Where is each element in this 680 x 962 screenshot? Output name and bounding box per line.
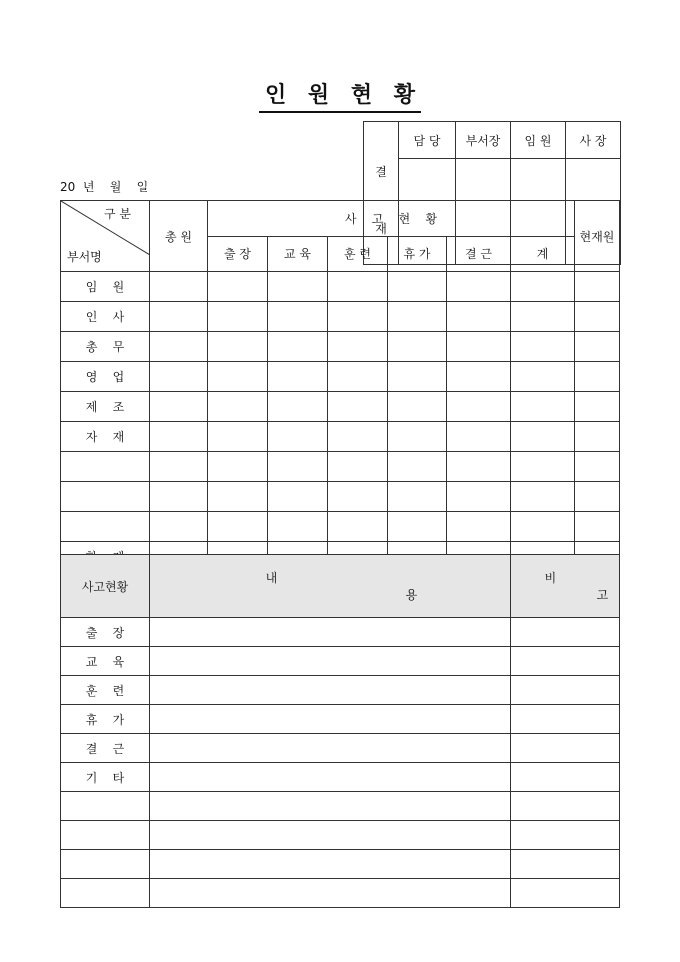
entry-cell[interactable] xyxy=(388,302,447,332)
content-header-left: 내 xyxy=(265,571,278,585)
department-label: 제 조 xyxy=(61,392,150,422)
title-text: 인 원 현 황 xyxy=(259,78,421,113)
entry-cell[interactable] xyxy=(511,482,575,512)
entry-cell[interactable] xyxy=(150,332,208,362)
detail-category-label: 기 타 xyxy=(61,763,150,792)
approval-label-bottom: 재 xyxy=(375,222,387,236)
document-title xyxy=(0,78,680,113)
entry-cell[interactable] xyxy=(511,452,575,482)
department-label: 총 무 xyxy=(61,332,150,362)
entry-cell[interactable] xyxy=(388,362,447,392)
table-row xyxy=(61,482,620,512)
entry-cell[interactable] xyxy=(208,512,268,542)
entry-cell[interactable] xyxy=(328,452,388,482)
remarks-cell[interactable] xyxy=(511,821,620,850)
entry-cell[interactable] xyxy=(328,512,388,542)
entry-cell[interactable] xyxy=(208,392,268,422)
entry-cell[interactable] xyxy=(268,362,328,392)
entry-cell[interactable] xyxy=(388,512,447,542)
entry-cell[interactable] xyxy=(447,362,511,392)
entry-cell[interactable] xyxy=(328,362,388,392)
department-label xyxy=(61,512,150,542)
detail-category-label: 휴 가 xyxy=(61,705,150,734)
entry-cell[interactable] xyxy=(328,332,388,362)
absence-col-header: 훈 련 xyxy=(328,236,388,272)
remarks-header-right: 고 xyxy=(596,588,609,602)
details-table xyxy=(60,554,620,908)
entry-cell[interactable] xyxy=(328,482,388,512)
entry-cell[interactable] xyxy=(208,302,268,332)
detail-category-label: 출 장 xyxy=(61,618,150,647)
detail-category-label xyxy=(61,850,150,879)
entry-cell[interactable] xyxy=(150,362,208,392)
entry-cell[interactable] xyxy=(511,512,575,542)
entry-cell[interactable] xyxy=(447,392,511,422)
detail-row xyxy=(61,618,620,647)
detail-row xyxy=(61,705,620,734)
table-row xyxy=(61,452,620,482)
details-remarks-header xyxy=(511,555,620,618)
department-label: 인 사 xyxy=(61,302,150,332)
content-cell[interactable] xyxy=(150,821,511,850)
approval-role-president: 사 장 xyxy=(566,122,621,159)
content-header-right: 용 xyxy=(405,588,418,602)
entry-cell[interactable] xyxy=(575,392,620,422)
absence-group-header: 사 고 현 황 xyxy=(208,201,575,237)
entry-cell[interactable] xyxy=(208,422,268,452)
entry-cell[interactable] xyxy=(150,272,208,302)
table-row xyxy=(61,332,620,362)
entry-cell[interactable] xyxy=(388,422,447,452)
content-cell[interactable] xyxy=(150,792,511,821)
approval-role-manager: 부서장 xyxy=(456,122,511,159)
department-label xyxy=(61,482,150,512)
detail-row xyxy=(61,763,620,792)
remarks-cell[interactable] xyxy=(511,734,620,763)
entry-cell[interactable] xyxy=(447,482,511,512)
remarks-cell[interactable] xyxy=(511,705,620,734)
detail-category-label: 교 육 xyxy=(61,647,150,676)
content-cell[interactable] xyxy=(150,763,511,792)
entry-cell[interactable] xyxy=(388,452,447,482)
detail-row xyxy=(61,647,620,676)
detail-row xyxy=(61,879,620,908)
category-top-label: 구 분 xyxy=(104,207,131,221)
details-category-header: 사고현황 xyxy=(61,555,150,618)
entry-cell[interactable] xyxy=(511,392,575,422)
table-row xyxy=(61,392,620,422)
content-cell[interactable] xyxy=(150,734,511,763)
entry-cell[interactable] xyxy=(575,452,620,482)
entry-cell[interactable] xyxy=(208,362,268,392)
content-cell[interactable] xyxy=(150,647,511,676)
content-cell[interactable] xyxy=(150,676,511,705)
entry-cell[interactable] xyxy=(268,332,328,362)
entry-cell[interactable] xyxy=(388,272,447,302)
entry-cell[interactable] xyxy=(447,302,511,332)
total-header: 총 원 xyxy=(150,201,208,272)
table-row xyxy=(61,422,620,452)
detail-category-label xyxy=(61,821,150,850)
detail-row xyxy=(61,792,620,821)
entry-cell[interactable] xyxy=(208,272,268,302)
detail-category-label xyxy=(61,792,150,821)
entry-cell[interactable] xyxy=(208,332,268,362)
remarks-cell[interactable] xyxy=(511,850,620,879)
entry-cell[interactable] xyxy=(328,302,388,332)
detail-row xyxy=(61,676,620,705)
remarks-header-left: 비 xyxy=(544,571,557,585)
absence-col-header: 출 장 xyxy=(208,236,268,272)
approval-role-staff: 담 당 xyxy=(399,122,456,159)
entry-cell[interactable] xyxy=(447,452,511,482)
remarks-cell[interactable] xyxy=(511,792,620,821)
entry-cell[interactable] xyxy=(575,362,620,392)
remarks-cell[interactable] xyxy=(511,647,620,676)
entry-cell[interactable] xyxy=(328,272,388,302)
absence-col-header: 결 근 xyxy=(447,236,511,272)
entry-cell[interactable] xyxy=(150,512,208,542)
entry-cell[interactable] xyxy=(575,272,620,302)
entry-cell[interactable] xyxy=(268,272,328,302)
entry-cell[interactable] xyxy=(150,452,208,482)
table-row xyxy=(61,302,620,332)
content-cell[interactable] xyxy=(150,879,511,908)
category-header xyxy=(61,201,150,272)
category-bottom-label: 부서명 xyxy=(67,250,102,264)
entry-cell[interactable] xyxy=(268,452,328,482)
detail-row xyxy=(61,850,620,879)
entry-cell[interactable] xyxy=(268,302,328,332)
entry-cell[interactable] xyxy=(208,452,268,482)
detail-category-label: 훈 련 xyxy=(61,676,150,705)
table-row xyxy=(61,272,620,302)
date-line: 20 년 월 일 xyxy=(60,180,149,194)
department-label: 자 재 xyxy=(61,422,150,452)
approval-label-top: 결 xyxy=(375,165,387,179)
entry-cell[interactable] xyxy=(268,482,328,512)
entry-cell[interactable] xyxy=(268,392,328,422)
entry-cell[interactable] xyxy=(208,482,268,512)
entry-cell[interactable] xyxy=(447,512,511,542)
detail-category-label xyxy=(61,879,150,908)
absence-col-header: 교 육 xyxy=(268,236,328,272)
detail-category-label: 결 근 xyxy=(61,734,150,763)
entry-cell[interactable] xyxy=(575,332,620,362)
entry-cell[interactable] xyxy=(447,422,511,452)
detail-row xyxy=(61,734,620,763)
entry-cell[interactable] xyxy=(575,422,620,452)
entry-cell[interactable] xyxy=(388,482,447,512)
table-row xyxy=(61,512,620,542)
entry-cell[interactable] xyxy=(388,392,447,422)
department-label xyxy=(61,452,150,482)
department-label: 임 원 xyxy=(61,272,150,302)
entry-cell[interactable] xyxy=(511,362,575,392)
absence-col-header: 휴 가 xyxy=(388,236,447,272)
entry-cell[interactable] xyxy=(511,272,575,302)
detail-rows xyxy=(61,618,620,908)
entry-cell[interactable] xyxy=(575,482,620,512)
absence-col-header: 계 xyxy=(511,236,575,272)
entry-cell[interactable] xyxy=(150,422,208,452)
remarks-cell[interactable] xyxy=(511,618,620,647)
approval-role-director: 임 원 xyxy=(511,122,566,159)
entry-cell[interactable] xyxy=(388,332,447,362)
entry-cell[interactable] xyxy=(511,302,575,332)
entry-cell[interactable] xyxy=(150,392,208,422)
content-cell[interactable] xyxy=(150,850,511,879)
department-label: 영 업 xyxy=(61,362,150,392)
entry-cell[interactable] xyxy=(150,302,208,332)
entry-cell[interactable] xyxy=(268,512,328,542)
entry-cell[interactable] xyxy=(447,332,511,362)
entry-cell[interactable] xyxy=(575,512,620,542)
entry-cell[interactable] xyxy=(511,422,575,452)
entry-cell[interactable] xyxy=(447,272,511,302)
detail-row xyxy=(61,821,620,850)
entry-cell[interactable] xyxy=(150,482,208,512)
content-cell[interactable] xyxy=(150,618,511,647)
details-content-header xyxy=(150,555,511,618)
staffing-table xyxy=(60,200,620,572)
entry-cell[interactable] xyxy=(268,422,328,452)
present-header: 현재원 xyxy=(575,201,620,272)
entry-cell[interactable] xyxy=(511,332,575,362)
remarks-cell[interactable] xyxy=(511,879,620,908)
content-cell[interactable] xyxy=(150,705,511,734)
remarks-cell[interactable] xyxy=(511,676,620,705)
entry-cell[interactable] xyxy=(575,302,620,332)
remarks-cell[interactable] xyxy=(511,763,620,792)
entry-cell[interactable] xyxy=(328,422,388,452)
entry-cell[interactable] xyxy=(328,392,388,422)
department-rows xyxy=(61,272,620,572)
table-row xyxy=(61,362,620,392)
